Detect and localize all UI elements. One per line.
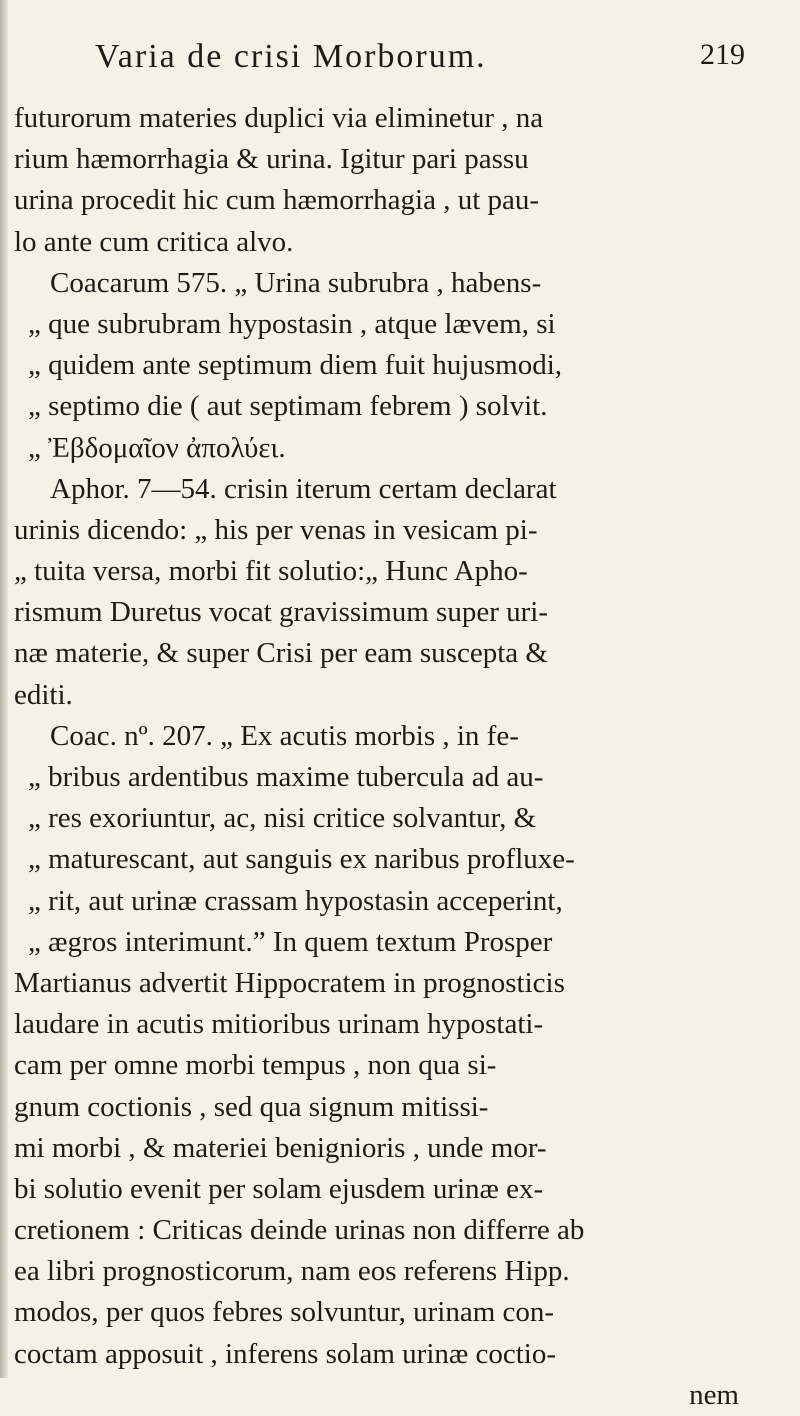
text-line: „ tuita versa, morbi fit solutio:„ Hunc Apho- (14, 555, 528, 588)
page-gutter (0, 0, 8, 1378)
text-line: „ quidem ante septimum diem fuit hujusmodi, (28, 349, 563, 382)
text-line: nem (689, 1378, 739, 1411)
text-line: coctam apposuit , inferens solam urinæ coctio- (14, 1337, 556, 1370)
text-line: „ rit, aut urinæ crassam hypostasin acceperint, (28, 884, 563, 917)
text-line: cretionem : Criticas deinde urinas non differre ab (14, 1214, 585, 1247)
text-line: cam per omne morbi tempus , non qua si- (14, 1049, 497, 1082)
text-line: rium hæmorrhagia & urina. Igitur pari passu (14, 143, 529, 176)
text-line: Aphor. 7—54. crisin iterum certam declarat (50, 472, 557, 505)
text-line: urinis dicendo: „ his per venas in vesicam pi- (14, 513, 538, 546)
text-line: næ materie, & super Crisi per eam suscepta & (14, 637, 548, 670)
running-title: Varia de crisi Morborum. (95, 38, 487, 75)
text-line: mi morbi , & materiei benignioris , unde mor- (14, 1131, 547, 1164)
text-line: bi solutio evenit per solam ejusdem urinæ ex- (14, 1172, 544, 1205)
text-line: „ septimo die ( aut septimam febrem ) solvit. (28, 390, 548, 423)
text-line: urina procedit hic cum hæmorrhagia , ut pau- (14, 184, 540, 217)
text-line: „ bribus ardentibus maxime tubercula ad au- (28, 761, 544, 793)
text-line: „ ægros interimunt.” In quem textum Prosper (28, 925, 553, 958)
text-line: „ maturescant, aut sanguis ex naribus profluxe- (28, 843, 575, 876)
text-line: „ res exoriuntur, ac, nisi critice solvantur, & (28, 802, 537, 835)
text-line: modos, per quos febres solvuntur, urinam con- (14, 1296, 555, 1329)
text-line: editi. (14, 678, 73, 711)
text-line: futurorum materies duplici via eliminetur , na (14, 102, 544, 134)
page-number: 219 (700, 38, 745, 71)
text-line: rismum Duretus vocat gravissimum super uri- (14, 596, 548, 629)
text-line: ea libri prognosticorum, nam eos referens Hipp. (14, 1255, 570, 1288)
text-line: gnum coctionis , sed qua signum mitissi- (14, 1090, 489, 1123)
text-line: laudare in acutis mitioribus urinam hypostati- (14, 1008, 544, 1041)
text-line: Coac. nº. 207. „ Ex acutis morbis , in fe- (50, 719, 519, 752)
text-line: „ que subrubram hypostasin , atque lævem, si (28, 307, 556, 340)
text-line: Martianus advertit Hippocratem in prognosticis (14, 966, 565, 999)
page-header (95, 38, 745, 88)
text-line: „ Ἐβδομαῖον ἀπολύει. (28, 431, 286, 464)
text-line: lo ante cum critica alvo. (14, 225, 294, 258)
text-line: Coacarum 575. „ Urina subrubra , habens- (50, 266, 542, 299)
body-text (14, 98, 749, 1416)
